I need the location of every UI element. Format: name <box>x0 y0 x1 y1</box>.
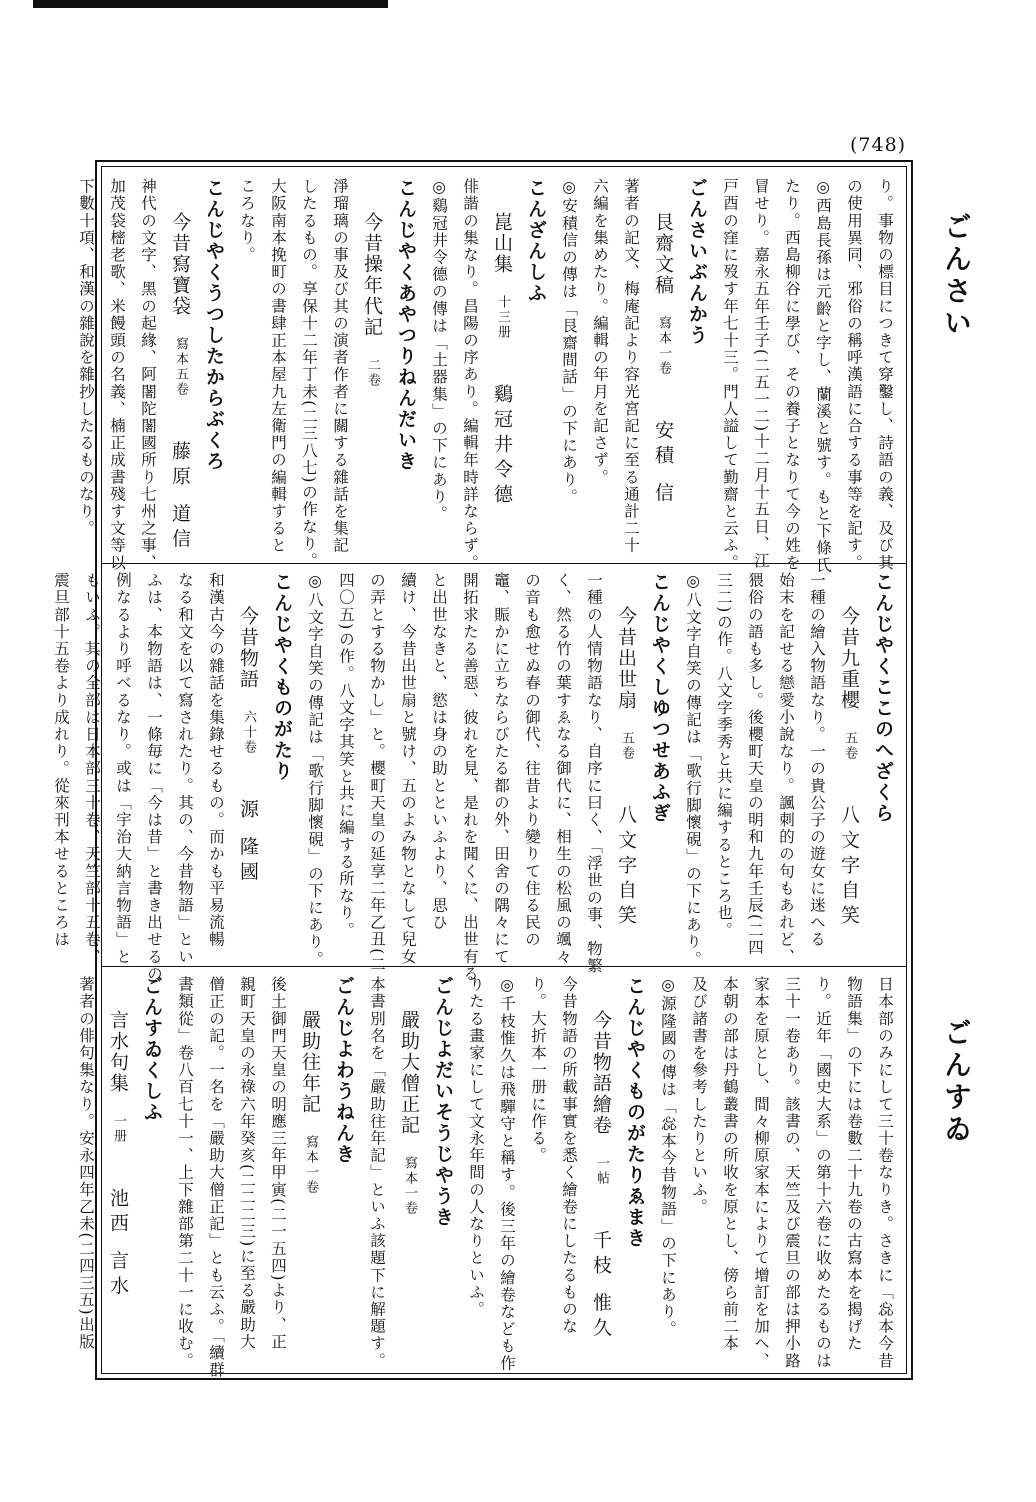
entry-author: 源 隆國 <box>237 799 259 887</box>
section-divider-2 <box>101 966 907 967</box>
entry-reading-heading: こんじやくここのへざくら <box>872 572 894 824</box>
text-column: 猥俗の語も多し。後櫻町天皇の明和九年壬辰(二四 <box>746 572 764 956</box>
page-number: (748) <box>850 134 907 156</box>
text-column: 三十一卷あり。該書の、天竺及び震旦の部は押小路 <box>783 976 801 1370</box>
entry-title-line <box>832 572 866 958</box>
entry-author: 八文字自笑 <box>615 805 637 930</box>
entry-title-line <box>355 178 389 556</box>
text-column: 開拓求たる善惡、彼れを見、是れを聞くに、出世有る <box>461 572 479 983</box>
entry-title: 今昔出世扇 <box>615 606 637 711</box>
text-column: 戸酉の窪に歿す年七十三。門人謚して勤齋と云ふ。 <box>721 178 739 572</box>
text-column: 俳諧の集なり。昌陽の序あり。編輯年時詳ならず。 <box>461 178 479 572</box>
text-column: 四〇五)の作。八文字其笑と共に編する所なり。 <box>337 572 355 939</box>
text-column: 今昔物語の所載事實を悉く繪卷にしたるものな <box>560 976 578 1336</box>
margin-heading-top: ごんさい <box>940 212 973 340</box>
text-column: りたる畫家にして文永年間の人なりといふ。 <box>467 976 485 1318</box>
text-column: 神代の文字、黑の起緣、阿闍陀闍國所り七州之事、 <box>139 178 157 572</box>
entry-title: 今昔操年代記 <box>361 212 383 338</box>
entry-volumes: 一帖 <box>594 1156 609 1186</box>
top-rule <box>33 0 388 8</box>
entry-reading-heading: こんじやくあやつりねんだいき <box>395 178 417 472</box>
entry-title-line <box>392 976 426 1366</box>
text-column: 物語集」の下には卷數二十九卷の古寫本を揭げた <box>845 976 863 1353</box>
entry-title: 言水句集 <box>107 1010 129 1094</box>
text-column: り。近年「國史大系」の第十六卷に收めたるものは <box>814 976 832 1370</box>
text-column: 著者の俳句集なり。安永四年乙未(二四三五)出版 <box>77 976 95 1351</box>
text-column: 家本を原とし、間々柳原家本によりて增訂を加へ、 <box>752 976 770 1370</box>
text-column: く、然る竹の葉すゑなる御代に、相生の松風の颯々 <box>554 572 572 966</box>
text-column: 竈、賑かに立ちならびたる都の外、田舍の隅々にて <box>492 572 510 966</box>
text-column: 續け、今昔出世扇と號け、五のよみ物となして兒女 <box>399 572 417 966</box>
text-column: の弄とする物かし」と。櫻町天皇の延享二年乙丑(二 <box>368 572 386 973</box>
entry-volumes: 十三册 <box>495 295 510 340</box>
text-column: 和漢古今の雜話を集錄せるもの。而かも平易流暢 <box>207 572 225 949</box>
entry-volumes: 五卷 <box>842 731 857 761</box>
entry-title: 今昔物語 <box>237 606 259 690</box>
entry-reading-heading: こんじやくうつしたからぶくろ <box>203 178 225 472</box>
entry-author: 千枝 惟久 <box>590 1230 612 1343</box>
entry-title-line <box>231 572 265 958</box>
text-column: の使用異同、邪俗の稱呼漢語に合する事等を記す。 <box>845 178 863 572</box>
entry-volumes: 一册 <box>111 1114 126 1144</box>
entry-title-line <box>293 976 327 1366</box>
text-column: り。事物の標目につきて穿鑿し、詩語の義、及び其 <box>876 178 894 572</box>
entry-volumes: 六十卷 <box>241 710 256 755</box>
text-column: 本書別名を「嚴助往年記」といふ該題下に解題す。 <box>368 976 386 1370</box>
text-column: ◎西島長孫は元齡と字し、蘭溪と號す。もと下條氏 <box>814 178 832 574</box>
text-column: ◎鷄冠井令德の傳は「土器集」の下にあり。 <box>430 178 448 523</box>
entry-volumes: 寫本一卷 <box>656 316 671 376</box>
entry-title-line <box>609 572 643 958</box>
entry-reading-heading: こんじやくしゆつせあふぎ <box>649 572 671 824</box>
text-column: 例なるより呼べるなり。或は「宇治大納言物語」と <box>114 572 132 966</box>
entry-title: 今昔寫寶袋 <box>169 212 191 317</box>
entry-volumes: 五卷 <box>619 731 634 761</box>
text-column: ころなり。 <box>238 178 256 264</box>
entry-author: 八文字自笑 <box>838 805 860 930</box>
text-column: ◎源隆國の傳は「惢本今昔物語」の下にあり。 <box>659 976 677 1338</box>
text-column: 本朝の部は丹鶴叢書の所收を原とし、傍ら前二本 <box>721 976 739 1353</box>
text-column: 親町天皇の永祿六年癸亥(二二二三)に至る嚴助大 <box>238 976 256 1351</box>
entry-author: 池西 言水 <box>107 1188 129 1301</box>
entry-author: 鷄冠井令德 <box>491 384 513 509</box>
margin-heading-bottom: ごんすゐ <box>940 1018 973 1146</box>
text-column: 加茂袋樒老歌、米饅頭の名義、楠正成書殘す文等以 <box>108 178 126 572</box>
text-column: 著者の記文、梅庵記より容光宮記に至る通計二十 <box>622 178 640 555</box>
text-column: ◎千枝惟久は飛驒守と稱す。後三年の繪卷なども作 <box>498 976 516 1372</box>
text-column: の音も愈せぬ春の御代、往昔より變りて住る民の <box>523 572 541 949</box>
entry-volumes: 寫本一卷 <box>303 1135 318 1195</box>
text-column: 書類從」卷八百七十一、上下雜部第二十一に收む。 <box>176 976 194 1370</box>
section-top <box>77 178 900 574</box>
entry-reading-heading: ごんじよわうねんき <box>333 976 355 1165</box>
entry-volumes: 二卷 <box>365 358 380 388</box>
entry-title-line <box>163 178 197 556</box>
entry-author: 藤原 道信 <box>169 441 191 554</box>
text-column: 六編を集めたり。編輯の年月を記さず。 <box>591 178 609 486</box>
entry-reading-heading: こんじやくものがたり <box>271 572 293 782</box>
entry-volumes: 寫本五卷 <box>173 337 188 397</box>
text-column: 淨瑠璃の事及び其の演者作者に關する雜話を集記 <box>331 178 349 555</box>
section-middle <box>52 572 900 983</box>
text-column: ◎八文字自笑の傳記は「歌行脚懷硯」の下にあり。 <box>306 572 324 968</box>
text-column: 及び諸書を參考したりといふ。 <box>690 976 708 1216</box>
text-column: ◎安積信の傳は「艮齋間話」の下にあり。 <box>560 178 578 506</box>
entry-title-line <box>584 976 618 1366</box>
text-column: と出世なきと、慾は身の助とといふより、思ひ <box>430 572 448 932</box>
text-column: なる和文を以て寫されたり。其の、今昔物語」とい <box>176 572 194 966</box>
text-column: 僧正の記。一名を「嚴助大僧正記」とも云ふ。「續群 <box>207 976 225 1379</box>
entry-reading-heading: こんざんしふ <box>525 178 547 304</box>
text-column: 一種の人情物語なり、自序に曰く、「浮世の事、物繁 <box>585 572 603 975</box>
entry-reading-heading: こんじやくものがたりゑまき <box>624 976 646 1249</box>
text-column: もいふ。其の全部は日本部三十卷、天竺部十五卷、 <box>83 572 101 966</box>
text-column: 一種の繪入物語なり。一の貴公子の遊女に迷へる <box>808 572 826 949</box>
entry-title-line <box>101 976 135 1366</box>
text-column: 冒せり。嘉永五年壬子(二五一二)十二月十五日、江 <box>752 178 770 570</box>
entry-author: 安積 信 <box>652 420 674 508</box>
text-column: ◎八文字自笑の傳記は「歌行脚懷硯」の下にあり。 <box>684 572 702 968</box>
entry-title-line <box>646 178 680 556</box>
entry-volumes: 寫本一卷 <box>402 1156 417 1216</box>
text-column: 後土御門天皇の明應三年甲寅(二一五四)より、正 <box>269 976 287 1351</box>
text-column: 始末を記せる戀愛小說なり。諷刺的の句もあれど、 <box>777 572 795 966</box>
entry-reading-heading: ごんじよだいそうじやうき <box>432 976 454 1228</box>
entry-reading-heading: ごんさいぶんかう <box>686 178 708 346</box>
entry-title: 艮齋文稿 <box>652 212 674 296</box>
entry-title: 崑山集 <box>491 212 513 275</box>
entry-reading-heading: ごんすゐくしふ <box>141 976 163 1123</box>
entry-title: 嚴助大僧正記 <box>398 1010 420 1136</box>
entry-title-line <box>485 178 519 556</box>
text-column: り。大折本一册に作る。 <box>529 976 547 1165</box>
text-column: ふは、本物語は、一條毎に「今は昔」と書き出せるの <box>145 572 163 983</box>
text-column: 大阪南本挽町の書肆正本屋九左衛門の編輯すると <box>269 178 287 555</box>
entry-title: 今昔物語繪卷 <box>590 1010 612 1136</box>
entry-title: 嚴助往年記 <box>299 1010 321 1115</box>
text-column: たり。西島柳谷に學び、その養子となりて今の姓を <box>783 178 801 572</box>
entry-title: 今昔九重櫻 <box>838 606 860 711</box>
text-column: 下數十項、和漢の雜說を雜抄したるものなり。 <box>77 178 95 538</box>
section-bottom <box>77 976 900 1379</box>
text-column: 三二)の作。八文字季秀と共に編するところ也。 <box>715 572 733 939</box>
text-column: 震旦部十五卷より成れり。從來刊本せるところは <box>52 572 70 949</box>
text-column: 日本部のみにして三十卷なりき。さきに「惢本今昔 <box>876 976 894 1370</box>
text-column: したるもの。享保十二年丁未(二三八七)の作なり。 <box>300 178 318 570</box>
